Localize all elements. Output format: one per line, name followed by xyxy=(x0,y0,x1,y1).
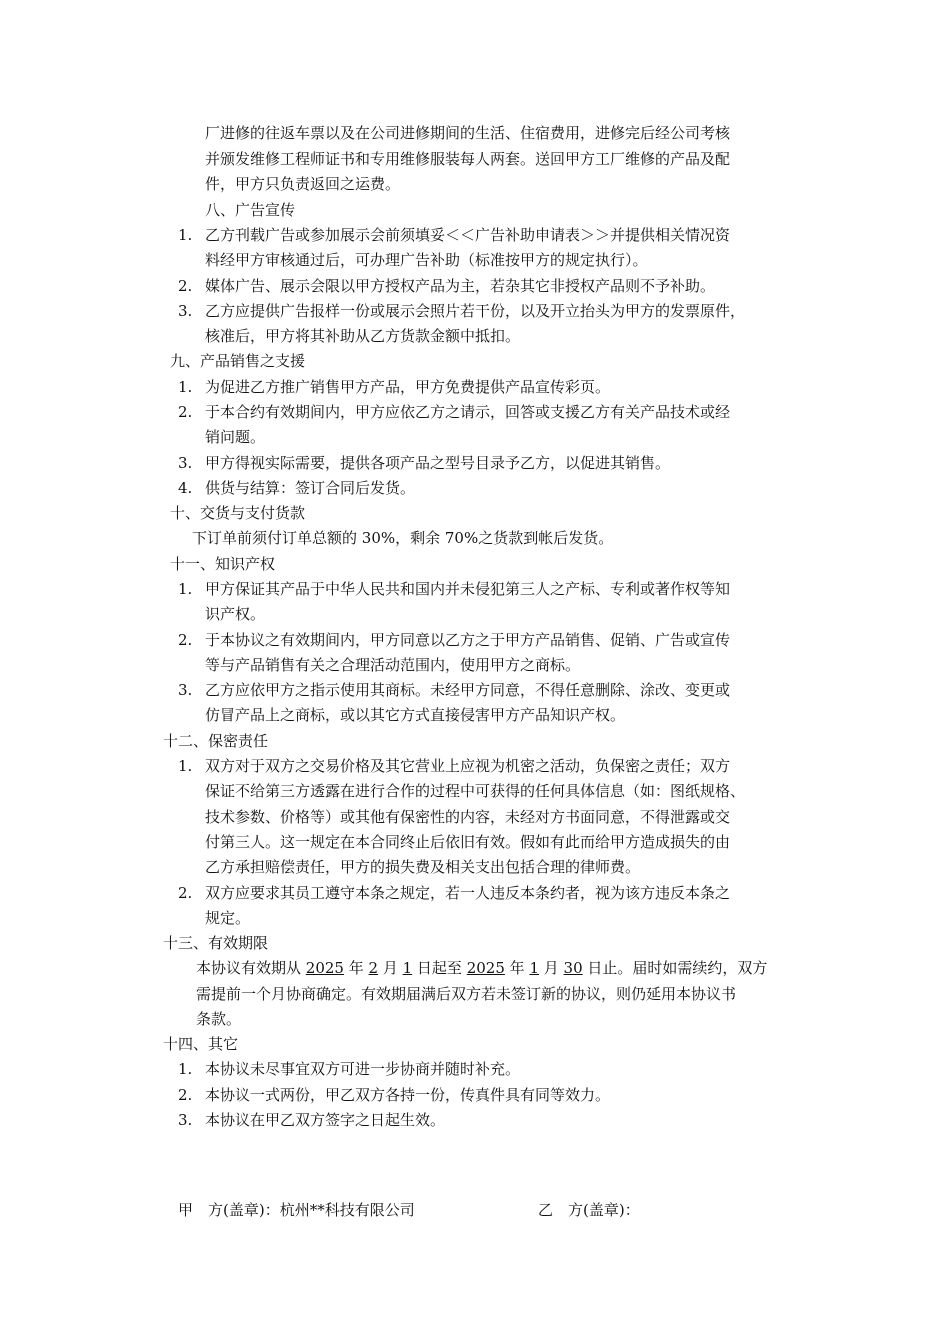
list-number: 1. xyxy=(178,378,193,396)
month-char: 月 xyxy=(538,959,564,977)
term-prefix: 本协议有效期从 xyxy=(196,959,306,977)
year-char: 年 xyxy=(504,959,530,977)
list-number: 1. xyxy=(178,580,193,598)
party-b-signature: 乙 方(盖章)： xyxy=(538,1201,640,1219)
party-a-signature: 甲 方(盖章)：杭州**科技有限公司 xyxy=(178,1201,415,1219)
list-item-continuation: 核准后，甲方将其补助从乙方货款金额中抵扣。 xyxy=(205,327,521,345)
end-day: 30 xyxy=(563,959,583,977)
list-number: 1. xyxy=(178,1060,193,1078)
list-item: 媒体广告、展示会限以甲方授权产品为主，若杂其它非授权产品则不予补助。 xyxy=(205,277,716,295)
list-item-continuation: 规定。 xyxy=(205,909,251,927)
start-day: 1 xyxy=(402,959,413,977)
end-month: 1 xyxy=(529,959,539,977)
list-item-continuation: 销问题。 xyxy=(205,428,266,446)
paragraph-line: 厂进修的往返车票以及在公司进修期间的生活、住宿费用，进修完后经公司考核 xyxy=(205,124,731,142)
paragraph-line: 需提前一个月协商确定。有效期届满后双方若未签订新的协议，则仍延用本协议书 xyxy=(196,985,737,1003)
list-number: 2. xyxy=(178,1086,193,1104)
section-heading: 十一、知识产权 xyxy=(170,555,276,573)
section-heading: 九、产品销售之支援 xyxy=(170,352,306,370)
start-year: 2025 xyxy=(305,959,344,977)
paragraph-line: 件，甲方只负责返回之运费。 xyxy=(205,175,401,193)
list-item: 乙方应提供广告报样一份或展示会照片若干份，以及开立抬头为甲方的发票原件， xyxy=(205,302,746,320)
list-item: 本协议在甲乙双方签字之日起生效。 xyxy=(205,1111,446,1129)
term-sentence xyxy=(196,958,767,978)
list-item-continuation: 付第三人。这一规定在本合同终止后依旧有效。假如有此而给甲方造成损失的由 xyxy=(205,833,731,851)
section-heading: 十三、有效期限 xyxy=(163,934,269,952)
list-item-continuation: 料经甲方审核通过后，可办理广告补助（标准按甲方的规定执行）。 xyxy=(205,251,648,269)
month-char: 月 xyxy=(378,959,403,977)
list-item: 乙方刊载广告或参加展示会前须填妥＜＜广告补助申请表＞＞并提供相关情况资 xyxy=(205,226,731,244)
list-item-continuation: 等与产品销售有关之合理活动范围内，使用甲方之商标。 xyxy=(205,656,581,674)
list-item-continuation: 识产权。 xyxy=(205,605,266,623)
list-number: 3. xyxy=(178,1111,193,1129)
paragraph-line: 下订单前须付订单总额的 30%，剩余 70%之货款到帐后发货。 xyxy=(192,529,614,547)
start-month: 2 xyxy=(368,959,379,977)
end-year: 2025 xyxy=(466,959,505,977)
list-item: 乙方应依甲方之指示使用其商标。未经甲方同意，不得任意删除、涂改、变更或 xyxy=(205,681,731,699)
list-item: 供货与结算：签订合同后发货。 xyxy=(205,479,416,497)
list-item: 甲方保证其产品于中华人民共和国内并未侵犯第三人之产标、专利或著作权等知 xyxy=(205,580,731,598)
section-heading: 十二、保密责任 xyxy=(163,732,269,750)
list-number: 2. xyxy=(178,884,193,902)
paragraph-line: 条款。 xyxy=(196,1010,242,1028)
list-item: 双方应要求其员工遵守本条之规定，若一人违反本条约者，视为该方违反本条之 xyxy=(205,884,731,902)
list-number: 3. xyxy=(178,302,193,320)
list-number: 3. xyxy=(178,681,193,699)
list-item: 于本协议之有效期间内，甲方同意以乙方之于甲方产品销售、促销、广告或宣传 xyxy=(205,631,731,649)
list-item-continuation: 保证不给第三方透露在进行合作的过程中可获得的任何具体信息（如：图纸规格、 xyxy=(205,782,746,800)
list-number: 4. xyxy=(178,479,193,497)
term-suffix: 日止。届时如需续约，双方 xyxy=(582,959,768,977)
list-number: 2. xyxy=(178,403,193,421)
list-item: 于本合约有效期间内，甲方应依乙方之请示，回答或支援乙方有关产品技术或经 xyxy=(205,403,731,421)
year-char: 年 xyxy=(343,959,369,977)
section-heading: 十四、其它 xyxy=(163,1035,239,1053)
list-number: 2. xyxy=(178,631,193,649)
list-item: 双方对于双方之交易价格及其它营业上应视为机密之活动，负保密之责任；双方 xyxy=(205,757,731,775)
list-item: 本协议一式两份，甲乙双方各持一份，传真件具有同等效力。 xyxy=(205,1086,611,1104)
section-heading: 十、交货与支付货款 xyxy=(170,504,306,522)
paragraph-line: 并颁发维修工程师证书和专用维修服装每人两套。送回甲方工厂维修的产品及配 xyxy=(205,150,731,168)
list-item: 甲方得视实际需要，提供各项产品之型号目录予乙方，以促进其销售。 xyxy=(205,454,671,472)
list-item: 为促进乙方推广销售甲方产品，甲方免费提供产品宣传彩页。 xyxy=(205,378,611,396)
list-item: 本协议未尽事宜双方可进一步协商并随时补充。 xyxy=(205,1060,521,1078)
list-number: 3. xyxy=(178,454,193,472)
list-number: 1. xyxy=(178,757,193,775)
list-item-continuation: 乙方承担赔偿责任，甲方的损失费及相关支出包括合理的律师费。 xyxy=(205,858,641,876)
list-item-continuation: 技术参数、价格等）或其他有保密性的内容，未经对方书面同意，不得泄露或交 xyxy=(205,808,731,826)
list-number: 1. xyxy=(178,226,193,244)
section-heading: 八、广告宣传 xyxy=(205,201,296,219)
list-number: 2. xyxy=(178,277,193,295)
term-mid: 日起至 xyxy=(412,959,467,977)
list-item-continuation: 仿冒产品上之商标，或以其它方式直接侵害甲方产品知识产权。 xyxy=(205,706,626,724)
